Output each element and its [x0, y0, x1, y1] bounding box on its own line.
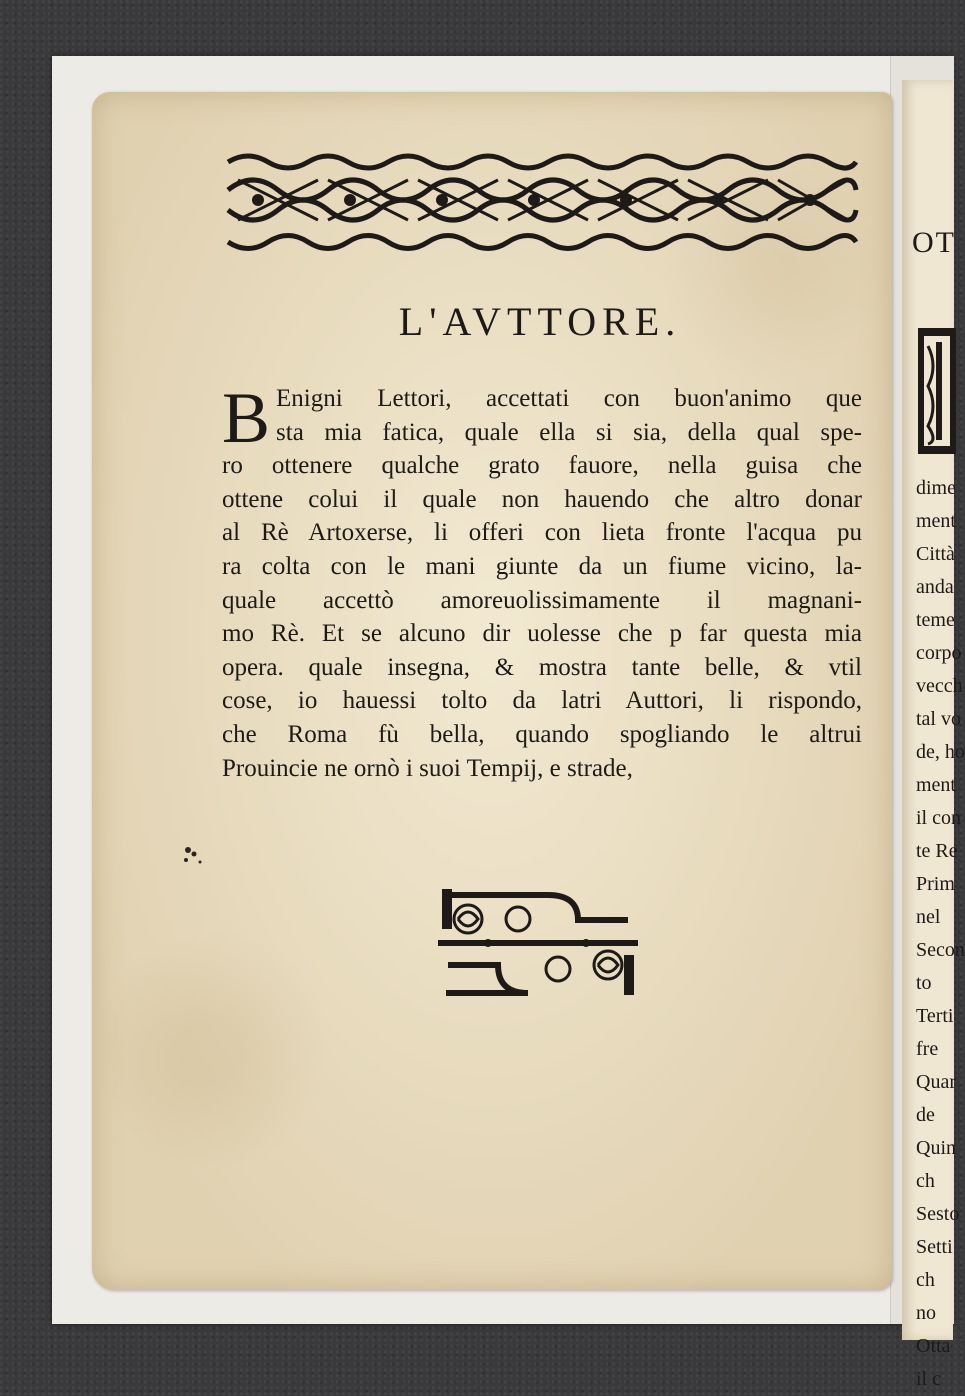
- text-line: Prouincie ne ornò i suoi Tempij, e strade,: [222, 754, 633, 782]
- text-line: sta mia fatica, quale ella si sia, della qual spe-: [276, 418, 862, 446]
- text-line: quale accettò amoreuolissimamente il magnani-: [222, 586, 862, 614]
- ink-smudge-icon: [180, 842, 210, 872]
- facing-page-word: tal vo: [916, 708, 961, 730]
- page-title: L'AVTTORE.: [398, 299, 682, 344]
- text-line: ra colta con le mani giunte da un fiume vicino, la-: [222, 552, 862, 580]
- drop-cap: B: [222, 378, 271, 458]
- facing-page: [902, 80, 965, 1390]
- facing-page-word: de, ho: [916, 741, 965, 763]
- body-paragraph: [222, 378, 862, 785]
- text-line: ottene colui il quale non hauendo che altro donar: [222, 485, 862, 513]
- ornamental-headpiece-icon: [228, 150, 856, 255]
- text-line: Enigni Lettori, accettati con buon'animo que: [276, 385, 862, 412]
- facing-page-word: Otta: [916, 1335, 951, 1357]
- text-line: che Roma fù bella, quando spogliando le altrui: [222, 720, 862, 748]
- facing-page-word: de: [916, 1104, 935, 1126]
- facing-page-word: Sesto: [916, 1203, 960, 1225]
- facing-page-word: ch: [916, 1170, 935, 1192]
- facing-page-word: anda: [916, 576, 954, 598]
- facing-page-word: nel: [916, 906, 941, 928]
- facing-page-word: dime: [916, 477, 956, 499]
- decorated-initial-icon: [916, 326, 958, 456]
- facing-page-word: Terti: [916, 1005, 954, 1027]
- facing-page-word: fre: [916, 1038, 939, 1060]
- text-line: mo Rè. Et se alcuno dir uolesse che p far questa mia: [222, 620, 862, 648]
- facing-page-word: ch: [916, 1269, 935, 1291]
- facing-page-word: te Re: [916, 840, 958, 862]
- text-line: cose, io hauessi tolto da latri Auttori, li rispondo,: [222, 687, 862, 715]
- facing-page-word: Città: [916, 543, 955, 565]
- facing-page-word: corpo: [916, 642, 962, 664]
- facing-page-word: teme: [916, 609, 955, 631]
- facing-page-word: Quin: [916, 1137, 956, 1159]
- facing-page-word: ment: [916, 774, 956, 796]
- facing-page-word: to: [916, 972, 932, 994]
- text-line: ro ottenere qualche grato fauore, nella guisa che: [222, 452, 862, 480]
- ornamental-tailpiece-icon: [428, 885, 646, 1003]
- facing-page-word: vecch: [916, 675, 963, 697]
- facing-page-text: [916, 472, 965, 1396]
- facing-page-word: il con: [916, 807, 961, 829]
- facing-page-word: ment: [916, 510, 956, 532]
- facing-page-heading: OT: [912, 226, 956, 259]
- facing-page-word: no: [916, 1302, 936, 1324]
- facing-page-word: Setti: [916, 1236, 953, 1258]
- facing-page-word: il c: [916, 1368, 941, 1390]
- text-line: opera. quale insegna, & mostra tante belle, & vtil: [222, 653, 862, 681]
- facing-page-word: Prim: [916, 873, 955, 895]
- text-line: al Rè Artoxerse, li offeri con lieta fronte l'acqua pu: [222, 519, 862, 547]
- facing-page-word: Quar: [916, 1071, 956, 1093]
- facing-page-word: Secon: [916, 939, 965, 961]
